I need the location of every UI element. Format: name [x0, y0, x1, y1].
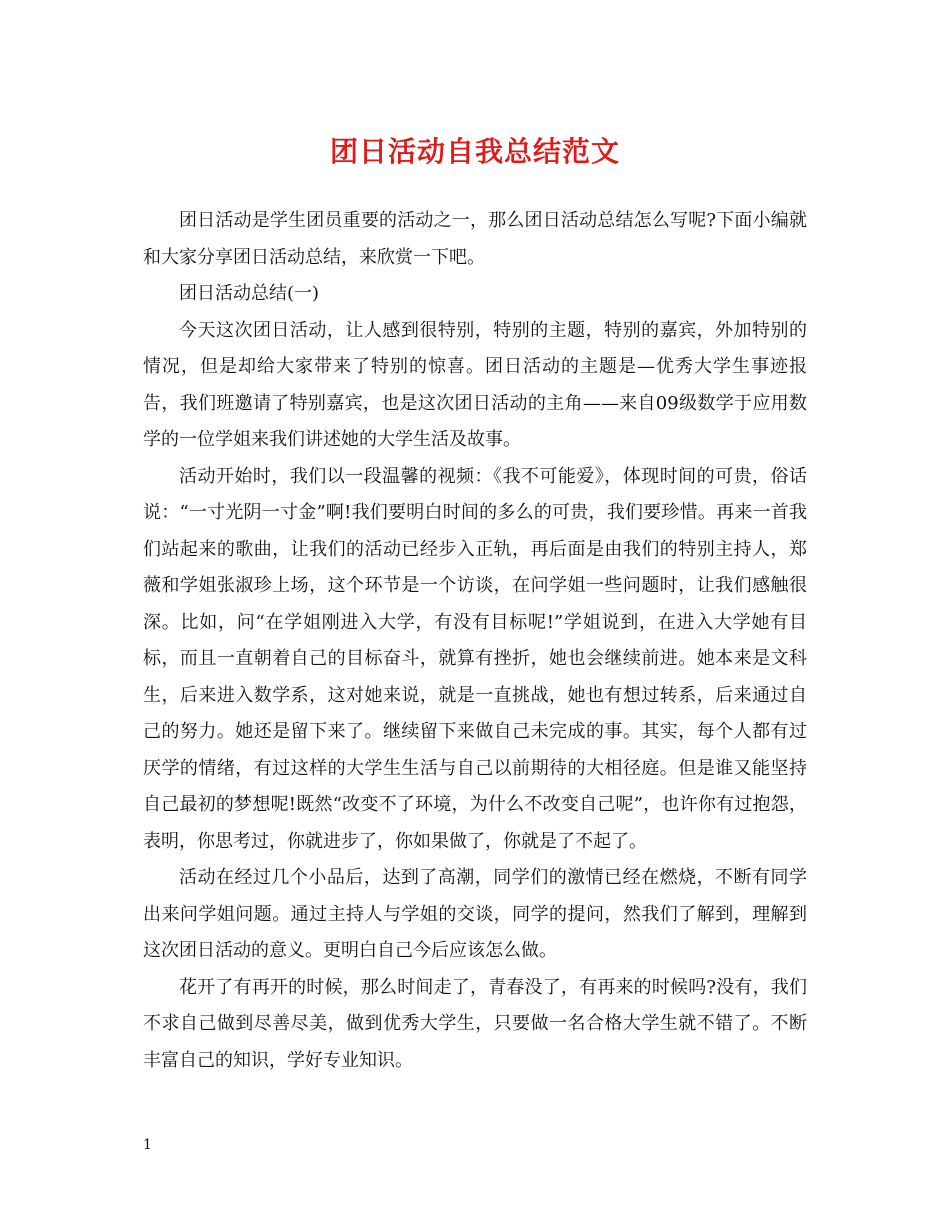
paragraph-3: 活动在经过几个小品后，达到了高潮，同学们的激情已经在燃烧，不断有同学出来问学姐问题。通过主持人与学姐的交谈，同学的提问，然我们了解到，理解到这次团日活动的意义。更明白自己今后应该怎么做。	[143, 867, 807, 961]
paragraph-2: 活动开始时，我们以一段温馨的视频：《我不可能爱》，体现时间的可贵，俗话说：“一寸光阴一寸金”啊!我们要明白时间的多么的可贵，我们要珍惜。再来一首我们站起来的歌曲，让我们的活动已经步入正轨，再后面是由我们的特别主持人，郑薇和学姐张淑珍上场，这个环节是一个访谈，在问学姐一些问题时，让我们感触很深。比如，问“在学姐刚进入大学，有没有目标呢!”学姐说到，在进入大学她有目标，而且一直朝着自己的目标奋斗，就算有挫折，她也会继续前进。她本来是文科生，后来进入数学系，这对她来说，就是一直挑战，她也有想过转系，后来通过自己的努力。她还是留下来了。继续留下来做自己未完成的事。其实，每个人都有过厌学的情绪，有过这样的大学生生活与自己以前期待的大相径庭。但是谁又能坚持自己最初的梦想呢!既然“改变不了环境，为什么不改变自己呢”，也许你有过抱怨，表明，你思考过，你就进步了，你如果做了，你就是了不起了。	[143, 465, 807, 852]
paragraph-intro: 团日活动是学生团员重要的活动之一，那么团日活动总结怎么写呢?下面小编就和大家分享团日活动总结，来欣赏一下吧。	[143, 210, 807, 268]
page-number: 1	[143, 1137, 152, 1153]
section-heading: 团日活动总结(一)	[179, 283, 320, 304]
document-body	[143, 203, 807, 1079]
paragraph-1: 今天这次团日活动，让人感到很特别，特别的主题，特别的嘉宾，外加特别的情况，但是却给大家带来了特别的惊喜。团日活动的主题是—优秀大学生事迹报告，我们班邀请了特别嘉宾，也是这次团日活动的主角——来自09级数学于应用数学的一位学姐来我们讲述她的大学生活及故事。	[143, 319, 807, 450]
document-title: 团日活动自我总结范文	[329, 135, 620, 168]
paragraph-4: 花开了有再开的时候，那么时间走了，青春没了，有再来的时候吗?没有，我们不求自己做到尽善尽美，做到优秀大学生，只要做一名合格大学生就不错了。不断丰富自己的知识，学好专业知识。	[143, 976, 807, 1071]
